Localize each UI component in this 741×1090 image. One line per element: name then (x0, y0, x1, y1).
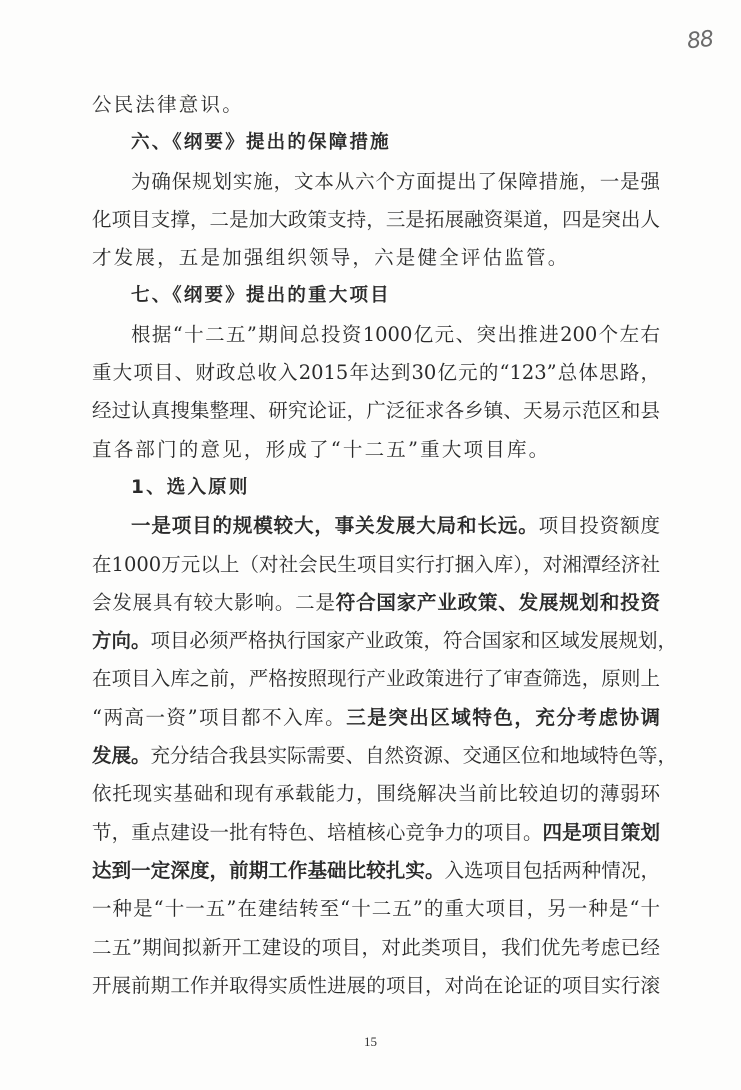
text-span: 入选项目包括两种情况， (444, 858, 660, 882)
bold-phrase: 四是项目策划 (542, 820, 660, 844)
text-line (92, 814, 660, 852)
text-line: 开展前期工作并取得实质性进展的项目，对尚在论证的项目实行滚 (92, 973, 660, 997)
text-span: 项目必须严格执行国家产业政策，符合国家和区域发展规划， (150, 629, 678, 653)
text-line: 在1000万元以上（对社会民生项目实行打捆入库），对湘潭经济社 (92, 552, 660, 576)
text-line: 依托现实基础和现有承载能力，围绕解决当前比较迫切的薄弱环 (92, 782, 660, 806)
bold-phrase: 三是突出区域特色，充分考虑协调 (346, 705, 660, 729)
subsection-heading-selection-principles: 1、选入原则 (131, 476, 250, 498)
text-line (92, 584, 660, 622)
text-line: 根据“十二五”期间总投资1000亿元、突出推进200个左右 (131, 322, 660, 346)
body-text (92, 86, 678, 1005)
handwritten-page-annotation: 88 (685, 26, 715, 55)
text-span: 会发展具有较大影响。二是 (92, 590, 336, 614)
text-line: 才发展，五是加强组织领导，六是健全评估监管。 (92, 246, 570, 270)
text-span: 节，重点建设一批有特色、培植核心竞争力的项目。 (92, 820, 543, 844)
text-line (92, 699, 660, 737)
bold-phrase: 一是项目的规模较大，事关发展大局和长远。 (131, 514, 539, 538)
text-line: 经过认真搜集整理、研究论证，广泛征求各乡镇、天易示范区和县 (92, 399, 660, 423)
text-line: 一种是“十一五”在建结转至“十二五”的重大项目，另一种是“十 (92, 897, 660, 921)
section-heading-major-projects: 七、《纲要》提出的重大项目 (131, 285, 391, 307)
page-number: 15 (364, 1034, 377, 1049)
text-line: 公民法律意识。 (92, 93, 244, 116)
text-line: 为确保规划实施，文本从六个方面提出了保障措施，一是强 (131, 169, 660, 193)
text-line (92, 622, 678, 660)
text-span: 项目投资额度 (538, 514, 660, 538)
bold-phrase: 达到一定深度，前期工作基础比较扎实。 (92, 858, 445, 882)
bold-phrase: 发展。 (92, 744, 151, 768)
bold-phrase: 方向。 (92, 629, 151, 653)
text-span: 充分结合我县实际需要、自然资源、交通区位和地域特色等， (150, 744, 678, 768)
text-line: 直各部门的意见，形成了“十二五”重大项目库。 (92, 437, 551, 461)
text-line (92, 737, 678, 775)
bold-phrase: 符合国家产业政策、发展规划和投资 (335, 590, 660, 614)
text-line: 重大项目、财政总收入2015年达到30亿元的“123”总体思路， (92, 361, 660, 385)
text-line: 二五”期间拟新开工建设的项目，对此类项目，我们优先考虑已经 (92, 935, 660, 959)
text-line: 在项目入库之前，严格按照现行产业政策进行了审查筛选，原则上 (92, 667, 660, 691)
text-line (92, 507, 660, 545)
section-heading-safeguards: 六、《纲要》提出的保障措施 (131, 132, 391, 154)
text-span: “两高一资”项目都不入库。 (92, 705, 347, 729)
text-line: 化项目支撑，二是加大政策支持，三是拓展融资渠道，四是突出人 (92, 207, 660, 231)
text-line (92, 852, 660, 890)
